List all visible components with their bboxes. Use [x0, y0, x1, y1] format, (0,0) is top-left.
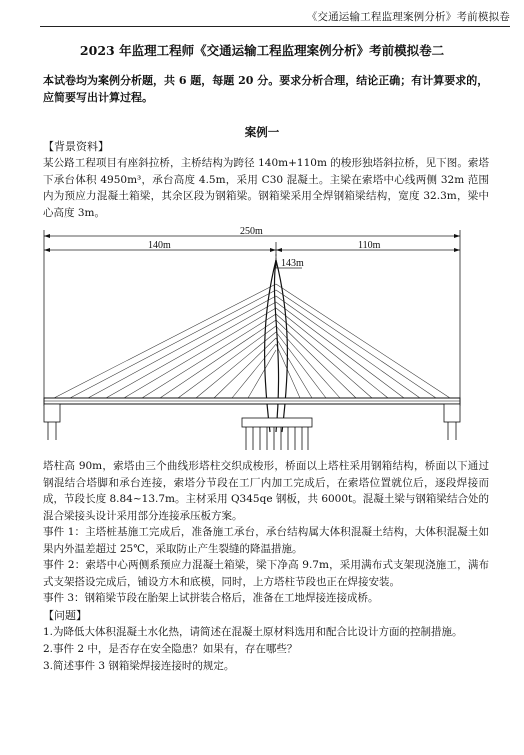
question-1: 1.为降低大体积混凝土水化热，请简述在混凝土原材料选用和配合比设计方面的控制措施。 — [43, 626, 463, 638]
running-title: 《交通运输工程监理案例分析》考前模拟卷 — [306, 11, 510, 23]
questions-label: 【问题】 — [43, 609, 87, 622]
background-paragraph: 某公路工程项目有座斜拉桥，主桥结构为跨径 140m+110m 的梭形独塔斜拉桥，见下图。索塔下承台体积 4950m³，承台高度 4.5m，采用 C30 混凝土。主梁在索塔中心线两侧 32m 范围内为预应力混凝土箱梁，其余区段为钢箱梁。钢箱梁采用全焊钢箱梁结构，宽度 32.3m，梁中心高度 3m。 — [43, 157, 489, 219]
exam-instructions: 本试卷均为案例分析题，共 6 题，每题 20 分。要求分析合理，结论正确；有计算要求的，应简要写出计算过程。 — [43, 74, 489, 104]
background-label: 【背景资料】 — [43, 140, 109, 153]
total-span-label: 250m — [240, 226, 263, 237]
left-abutment — [44, 404, 60, 422]
right-abutment — [444, 404, 460, 422]
left-span-label: 140m — [148, 240, 171, 251]
question-3: 3.简述事件 3 钢箱梁焊接连接时的规定。 — [43, 660, 235, 672]
question-2: 2.事件 2 中，是否存在安全隐患？如果有，存在哪些？ — [43, 643, 298, 655]
event-1-paragraph: 事件 1：主塔桩基施工完成后，准备施工承台，承台结构属大体积混凝土结构，大体积混凝土如果内外温差超过 25℃，采取防止产生裂缝的降温措施。 — [43, 526, 489, 555]
bridge-deck — [44, 398, 460, 404]
cable-stayed-bridge-diagram — [40, 226, 470, 454]
stay-cables — [54, 284, 450, 398]
event-2-paragraph: 事件 2：索塔中心两侧系预应力混凝土箱梁，梁下净高 9.7m，采用满布式支架现浇施工，满布式支架搭设完成后，铺设方木和底模，同时，上方塔柱节段也正在焊接安装。 — [43, 559, 489, 588]
right-span-label: 110m — [358, 240, 381, 251]
tower-description-paragraph: 塔柱高 90m，索塔由三个曲线形塔柱交织成梭形，桥面以上塔柱采用钢箱结构，桥面以下通过钢混结合塔脚和承台连接，索塔分节段在工厂内加工完成后，在索塔位置就位后，逐段焊接而成，节段长度 8.84~13.7m。主材采用 Q345qe 钢板，共 6000t。混凝土梁与钢箱梁结合处的混合梁接头设计采用部分连接承压板方案。 — [43, 460, 489, 522]
case-title: 案例一 — [244, 125, 280, 139]
header-rule — [40, 26, 510, 27]
tower-height-label: 143m — [281, 258, 304, 269]
event-3-paragraph: 事件 3：钢箱梁节段在胎架上试拼装合格后，准备在工地焊接连接成桥。 — [43, 592, 379, 604]
document-title: 2023 年监理工程师《交通运输工程监理案例分析》考前模拟卷二 — [79, 43, 445, 58]
pile-cap-foundation — [242, 418, 312, 450]
